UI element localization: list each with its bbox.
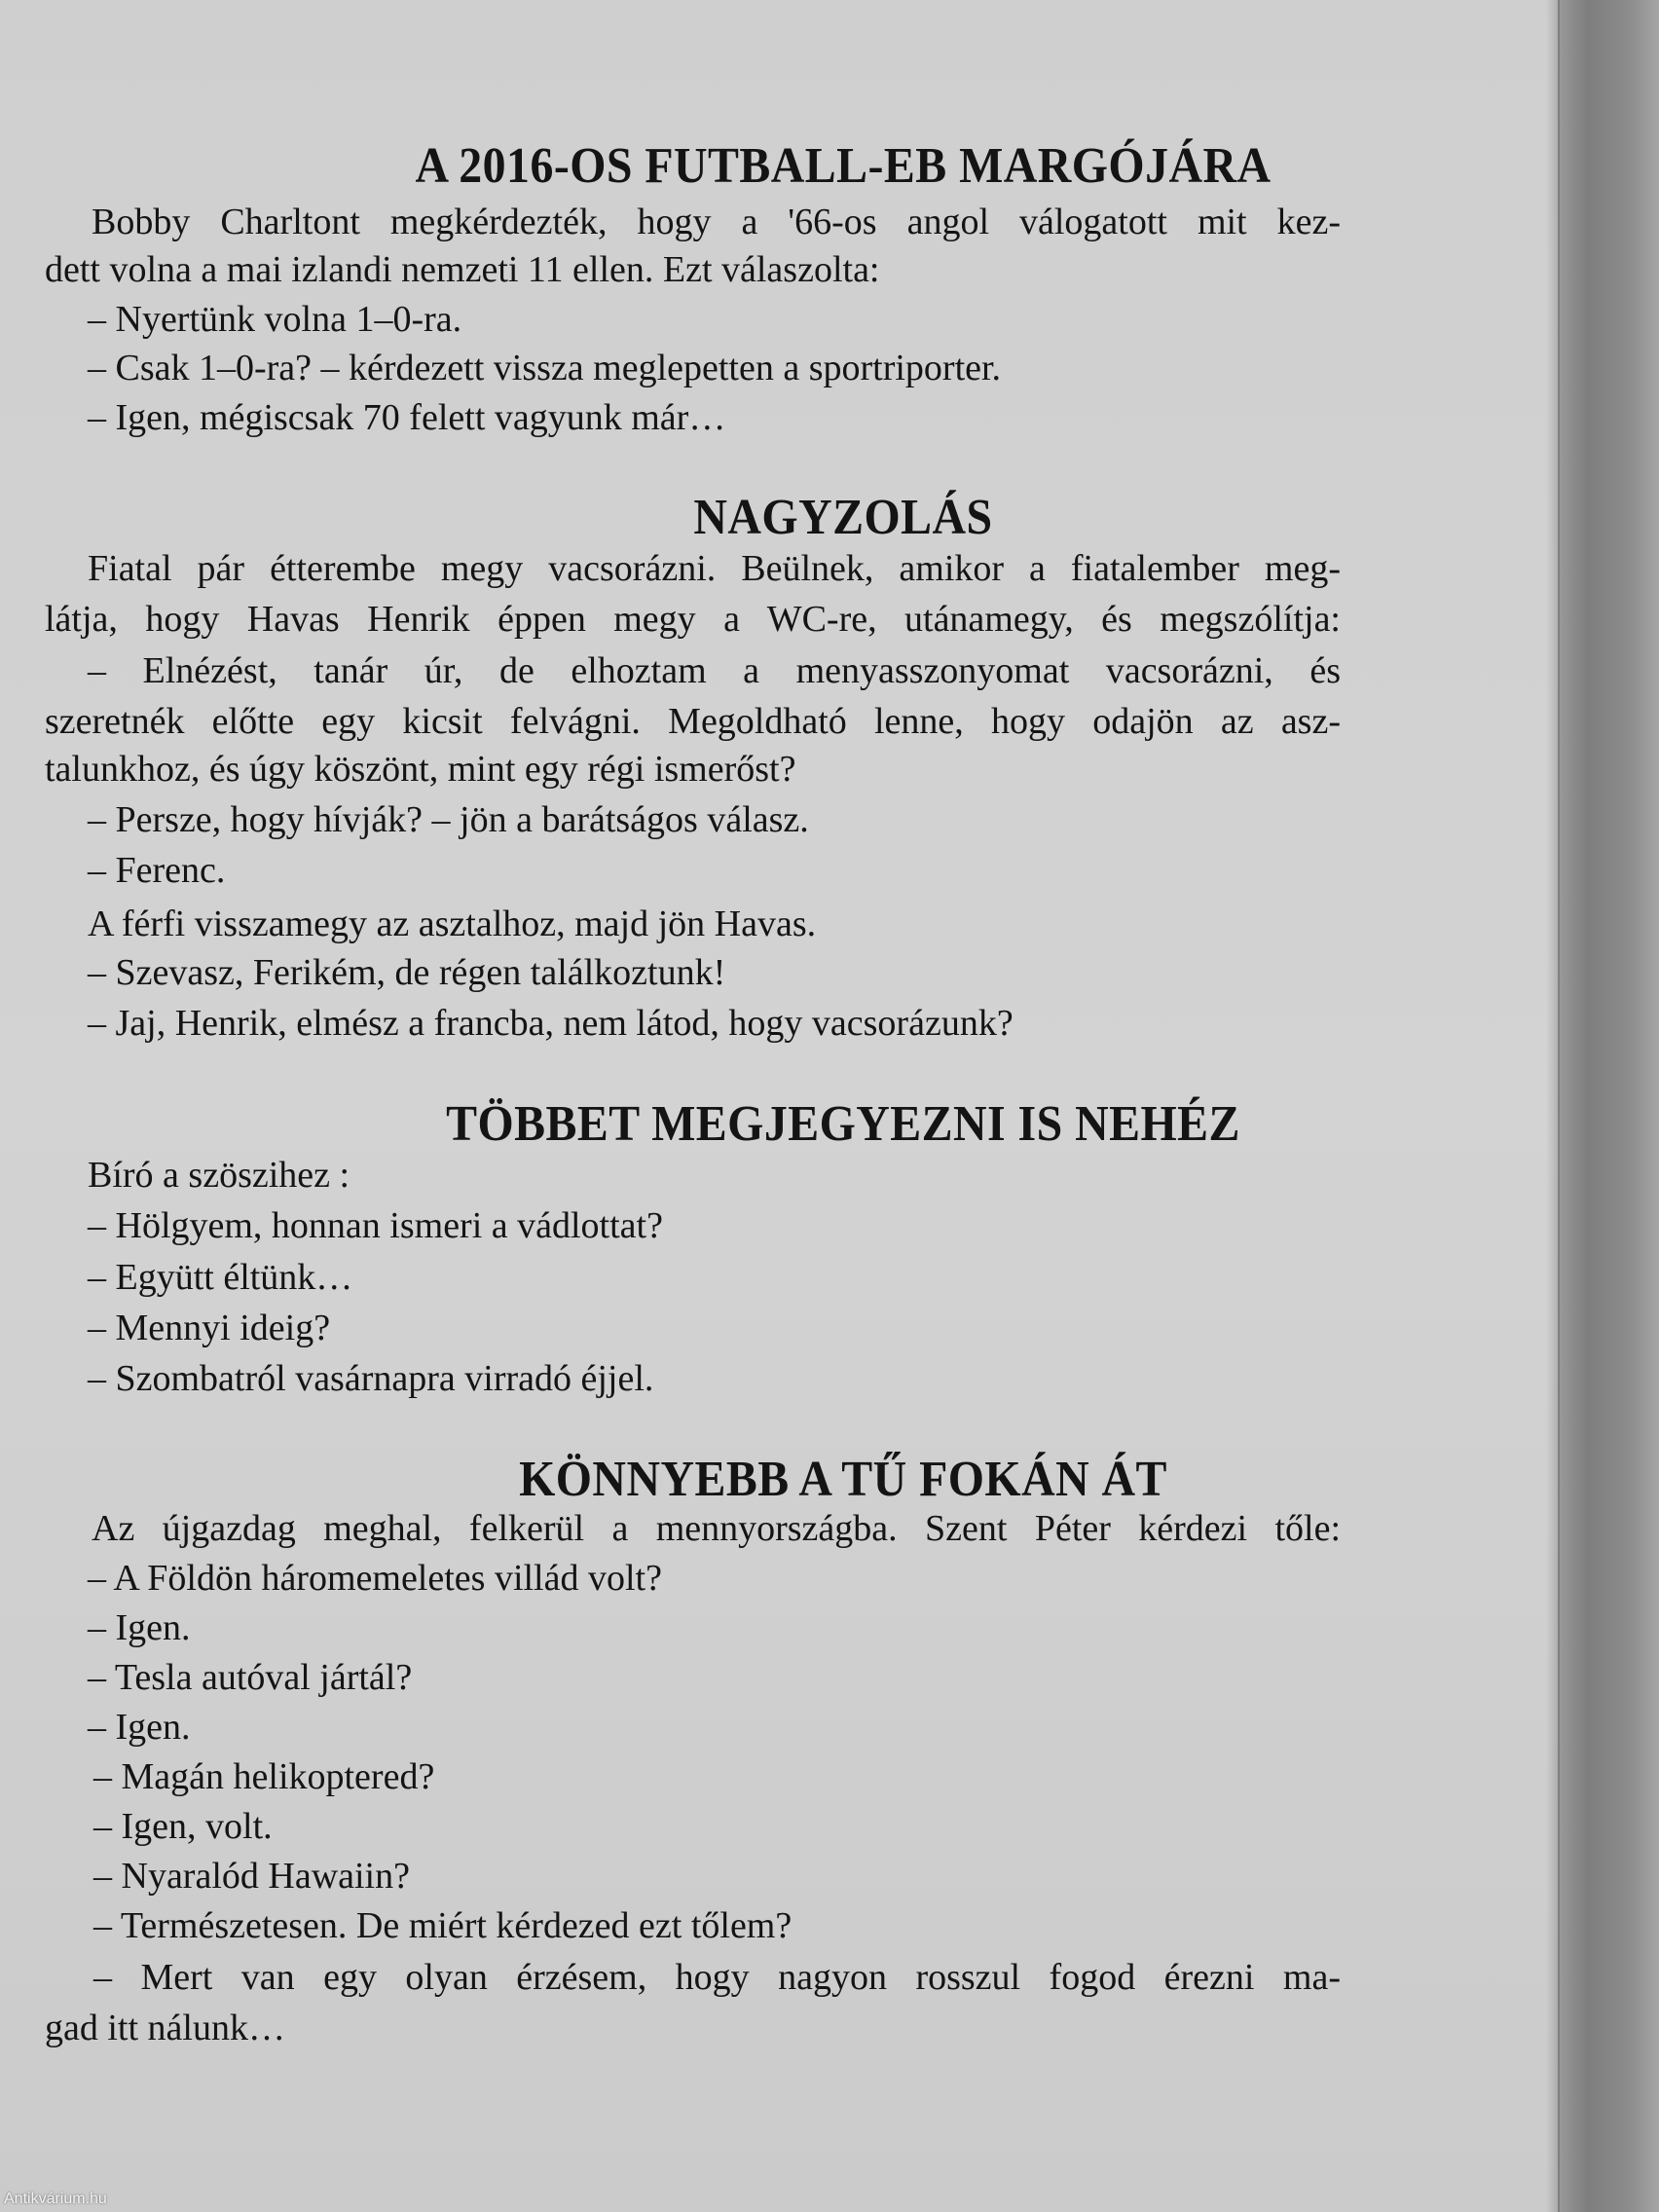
text-line: – Magán helikoptered? [93,1756,435,1797]
text-line: – Hölgyem, honnan ismeri a vádlottat? [88,1205,663,1246]
text-line: – Természetesen. De miért kérdezed ezt tőlem? [93,1905,793,1946]
section-title-konnyebb-a-tu-fokan: KÖNNYEBB A TŰ FOKÁN ÁT [519,1452,1167,1507]
text-line: – Mert van egy olyan érzésem, hogy nagyon rosszul fogod érezni ma- [93,1957,1341,1998]
text-line: szeretnék előtte egy kicsit felvágni. Megoldható lenne, hogy odajön az asz- [45,701,1341,742]
text-line: Fiatal pár étterembe megy vacsorázni. Beülnek, amikor a fiatalember meg- [88,548,1341,589]
text-line: – Tesla autóval jártál? [88,1657,413,1698]
text-line: – Ferenc. [88,850,226,891]
text-line: gad itt nálunk… [45,2008,285,2048]
text-line: Bíró a szöszihez : [88,1155,350,1196]
text-line: dett volna a mai izlandi nemzeti 11 ellen. Ezt válaszolta: [45,249,880,290]
text-line: – Csak 1–0-ra? – kérdezett vissza meglepetten a sportriporter. [88,348,1002,388]
text-line: A férfi visszamegy az asztalhoz, majd jön Havas. [88,903,817,944]
section-title-tobbet-megjegyezni: TÖBBET MEGJEGYEZNI IS NEHÉZ [446,1096,1240,1152]
text-line: – Persze, hogy hívják? – jön a barátságos válasz. [88,799,809,840]
text-line: – Együtt éltünk… [88,1257,353,1298]
text-line: – Igen, mégiscsak 70 felett vagyunk már… [88,397,726,438]
text-line: – Szombatról vasárnapra virradó éjjel. [88,1358,654,1399]
section-title-nagyzolas: NAGYZOLÁS [693,490,993,545]
text-line: talunkhoz, és úgy köszönt, mint egy régi ismerőst? [45,749,796,790]
book-spine-shadow [1558,0,1659,2212]
text-line: látja, hogy Havas Henrik éppen megy a WC-re, utánamegy, és megszólítja: [45,599,1341,640]
text-line: – Jaj, Henrik, elmész a francba, nem látod, hogy vacsorázunk? [88,1003,1014,1044]
text-line: – Mennyi ideig? [88,1308,331,1348]
section-title-futball-eb: A 2016-OS FUTBALL-EB MARGÓJÁRA [415,138,1272,194]
text-line: – Igen. [88,1607,191,1648]
text-line: – Igen, volt. [93,1806,273,1847]
text-line: Bobby Charltont megkérdezték, hogy a '66-os angol válogatott mit kez- [92,202,1341,242]
watermark: Antikvárium.hu [4,2191,107,2207]
text-line: – Igen. [88,1707,191,1748]
text-line: – Nyertünk volna 1–0-ra. [88,299,462,340]
text-line: – Nyaralód Hawaiin? [93,1856,410,1897]
text-line: – A Földön háromemeletes villád volt? [88,1558,662,1599]
text-line: – Szevasz, Ferikém, de régen találkoztunk! [88,952,726,993]
text-line: – Elnézést, tanár úr, de elhoztam a menyasszonyomat vacsorázni, és [88,650,1341,691]
text-line: Az újgazdag meghal, felkerül a mennyországba. Szent Péter kérdezi tőle: [92,1508,1341,1549]
